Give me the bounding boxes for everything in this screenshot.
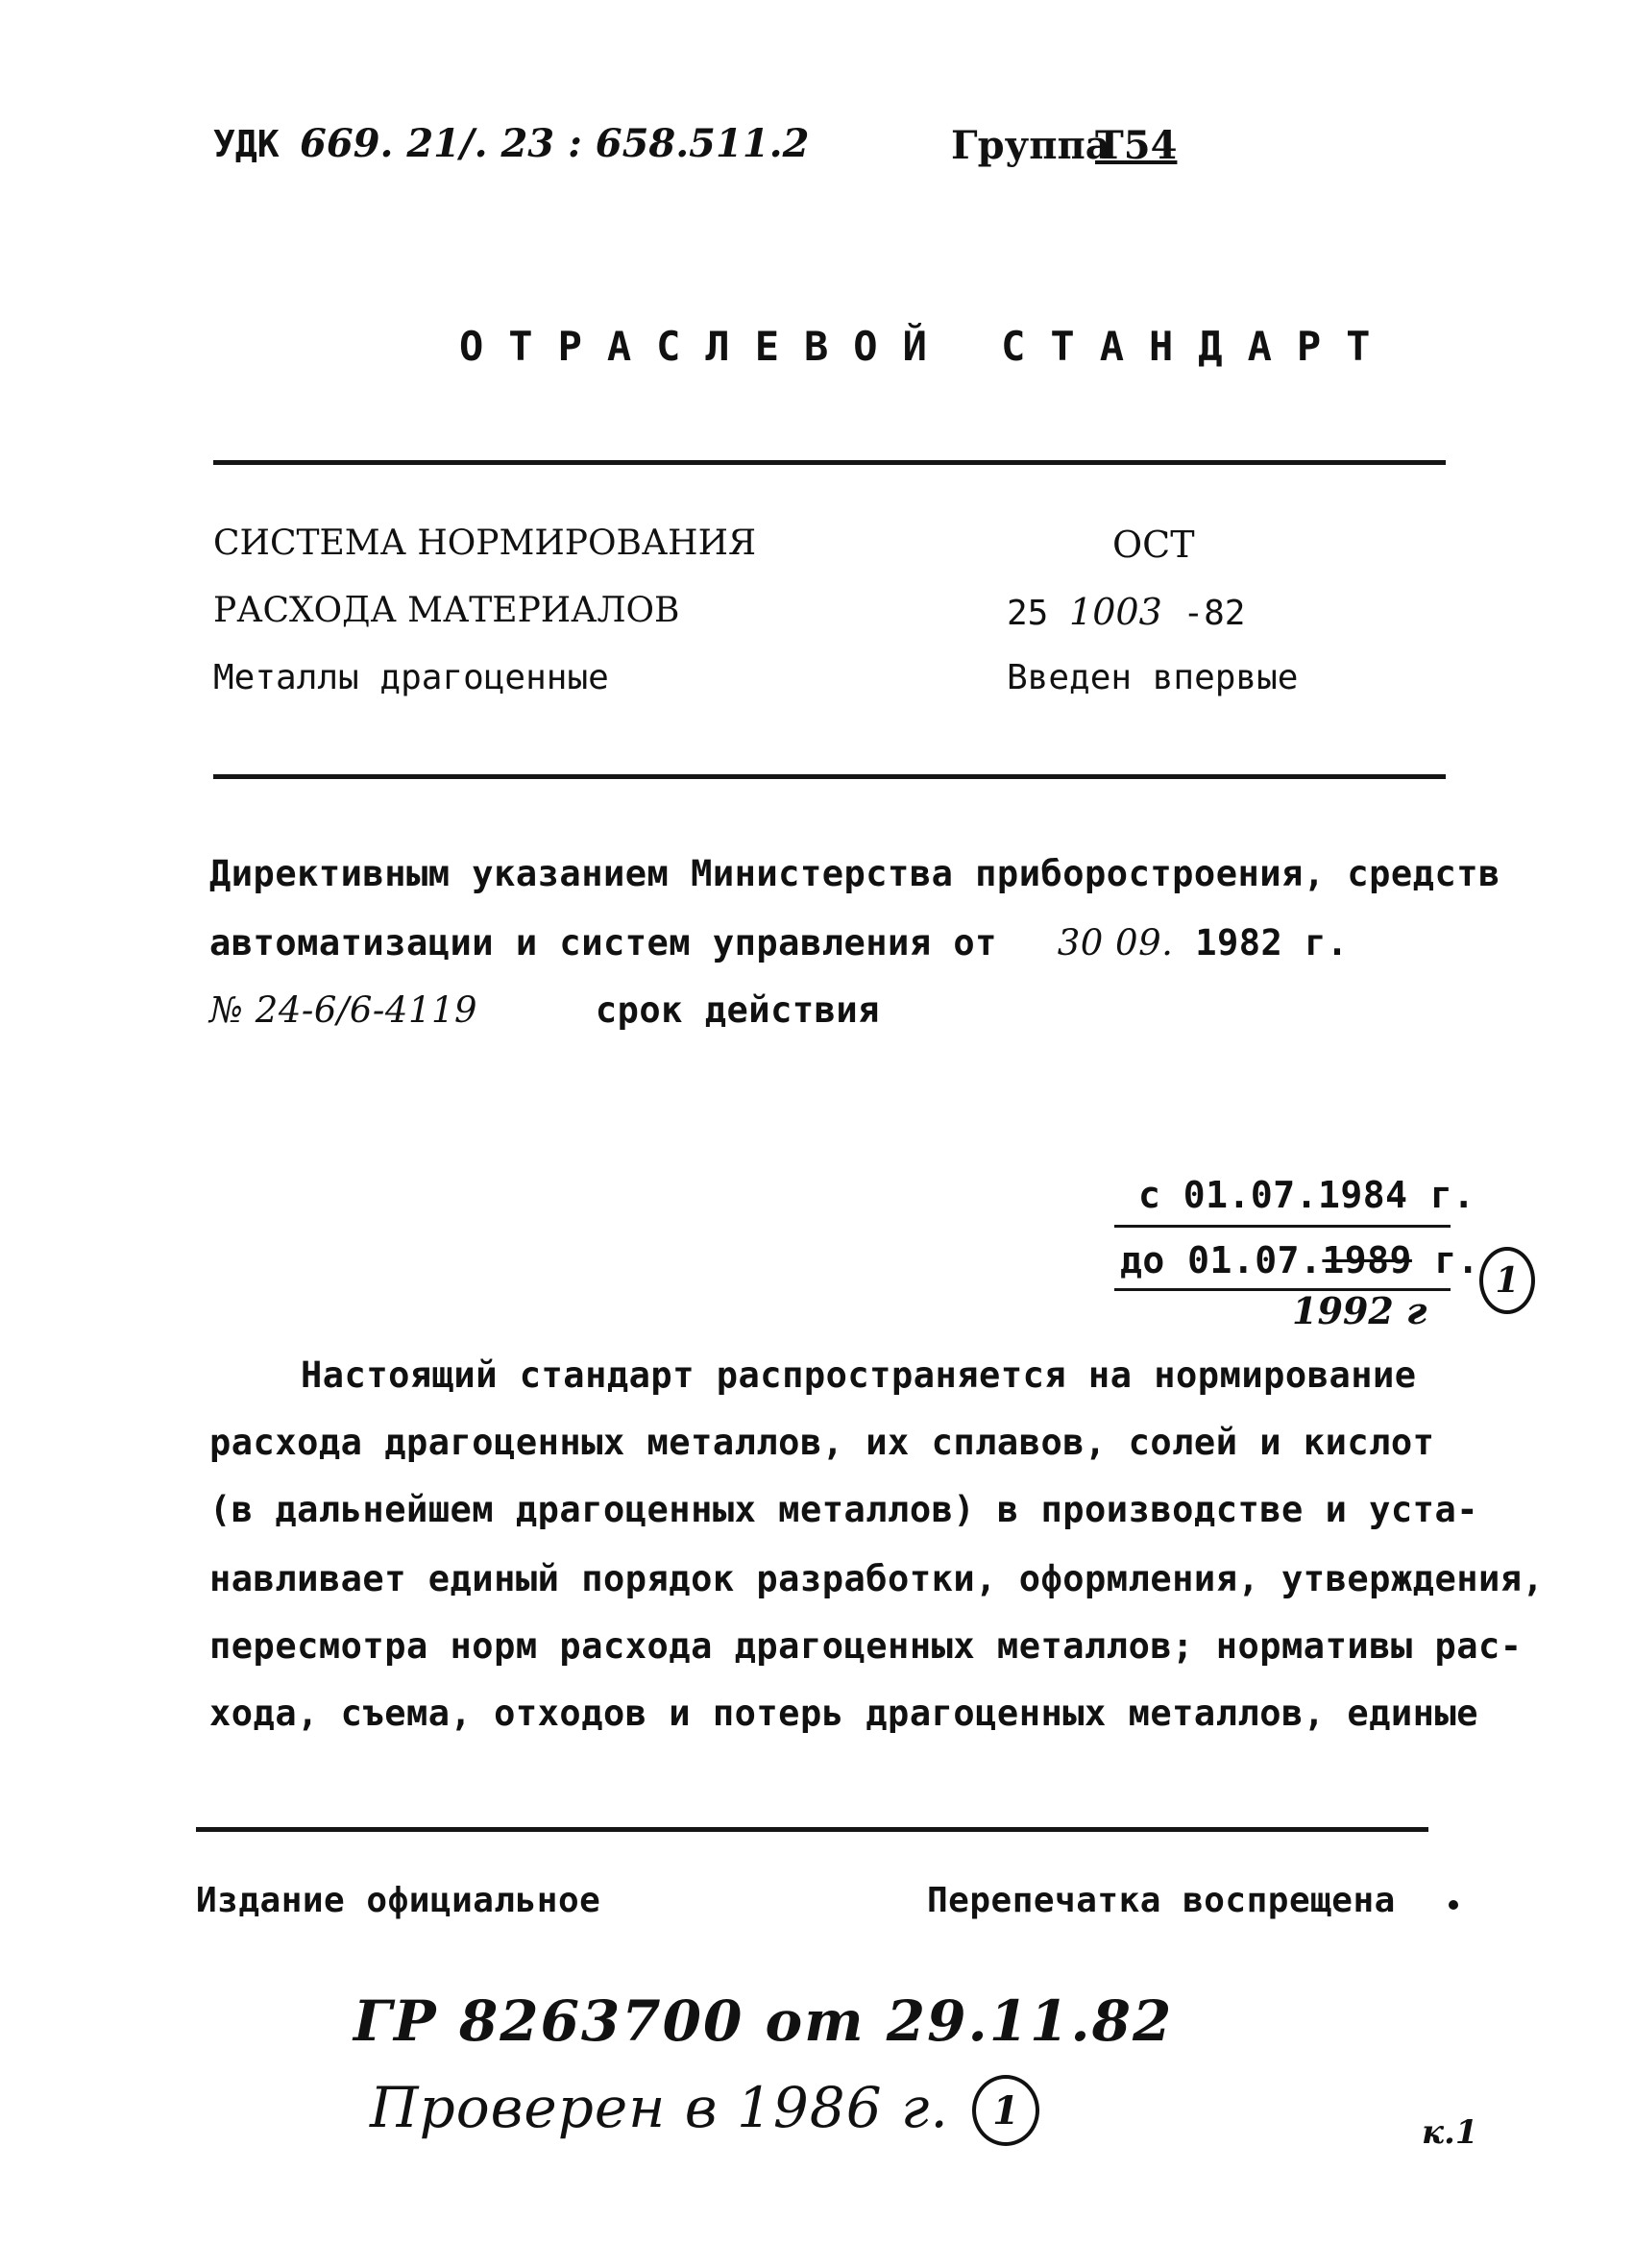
system-line-2: РАСХОДА МАТЕРИАЛОВ <box>213 591 680 630</box>
body-line-1: Настоящий стандарт распространяется на нормирование <box>301 1354 1417 1396</box>
udk-code: 669. 21/. 23 : 658.511.2 <box>300 121 810 166</box>
valid-to-struck-year: 1989 <box>1322 1239 1412 1281</box>
page-mark: к.1 <box>1422 2113 1478 2152</box>
bottom-divider <box>196 1827 1428 1832</box>
amended-year-handwritten: 1992 г <box>1292 1289 1427 1332</box>
directive-line-3 <box>209 989 880 1031</box>
checked-handwritten: Проверен в 1986 г. <box>370 2075 949 2140</box>
ost-number <box>1007 591 1245 633</box>
directive-line-2-text: автоматизации и систем управления от <box>209 922 997 963</box>
introduced-note: Введен впервые <box>1007 658 1299 697</box>
directive-line-1: Директивным указанием Министерства приборостроения, средств <box>209 853 1500 894</box>
footer-dot <box>1449 1900 1458 1910</box>
reprint-note: Перепечатка воспрещена <box>927 1881 1396 1920</box>
body-line-3: (в дальнейшем драгоценных металлов) в производстве и уста- <box>209 1489 1479 1530</box>
document-title: ОТРАСЛЕВОЙ СТАНДАРТ <box>459 323 1396 370</box>
subject-line: Металлы драгоценные <box>213 658 609 697</box>
group-label: Группа <box>951 123 1110 168</box>
ost-number-suffix: -82 <box>1183 594 1246 633</box>
body-line-4: навливает единый порядок разработки, оформления, утверждения, <box>209 1558 1545 1599</box>
edition-note: Издание официальное <box>196 1881 601 1920</box>
directive-number-handwritten: № 24-6/6-4119 <box>209 989 478 1031</box>
valid-to <box>1120 1239 1479 1281</box>
group-code: Т54 <box>1095 123 1178 168</box>
body-line-2: расхода драгоценных металлов, их сплавов, солей и кислот <box>209 1422 1435 1463</box>
checked-change-mark: 1 <box>972 2075 1039 2146</box>
directive-year: 1982 г. <box>1195 922 1349 963</box>
ost-label: ОСТ <box>1112 524 1195 566</box>
valid-from-underline <box>1114 1225 1451 1228</box>
directive-line-2 <box>209 922 1349 963</box>
ost-number-handwritten: 1003 <box>1069 591 1162 633</box>
valid-to-prefix: до 01.07. <box>1120 1239 1323 1281</box>
body-line-6: хода, съема, отходов и потерь драгоценных металлов, единые <box>209 1693 1479 1734</box>
top-divider <box>213 460 1446 465</box>
ost-number-prefix: 25 <box>1007 594 1049 633</box>
system-line-1: СИСТЕМА НОРМИРОВАНИЯ <box>213 524 757 563</box>
change-number-mark: 1 <box>1479 1247 1535 1314</box>
directive-date-handwritten: 30 09. <box>1057 922 1174 963</box>
valid-to-suffix: г. <box>1434 1239 1480 1281</box>
middle-divider <box>213 774 1446 779</box>
valid-from: с 01.07.1984 г. <box>1138 1174 1475 1216</box>
body-line-5: пересмотра норм расхода драгоценных металлов; нормативы рас- <box>209 1625 1523 1667</box>
udk-label: УДК <box>213 123 280 165</box>
validity-caption: срок действия <box>595 989 880 1031</box>
registration-handwritten: ГР 8263700 от 29.11.82 <box>354 1988 1174 2054</box>
